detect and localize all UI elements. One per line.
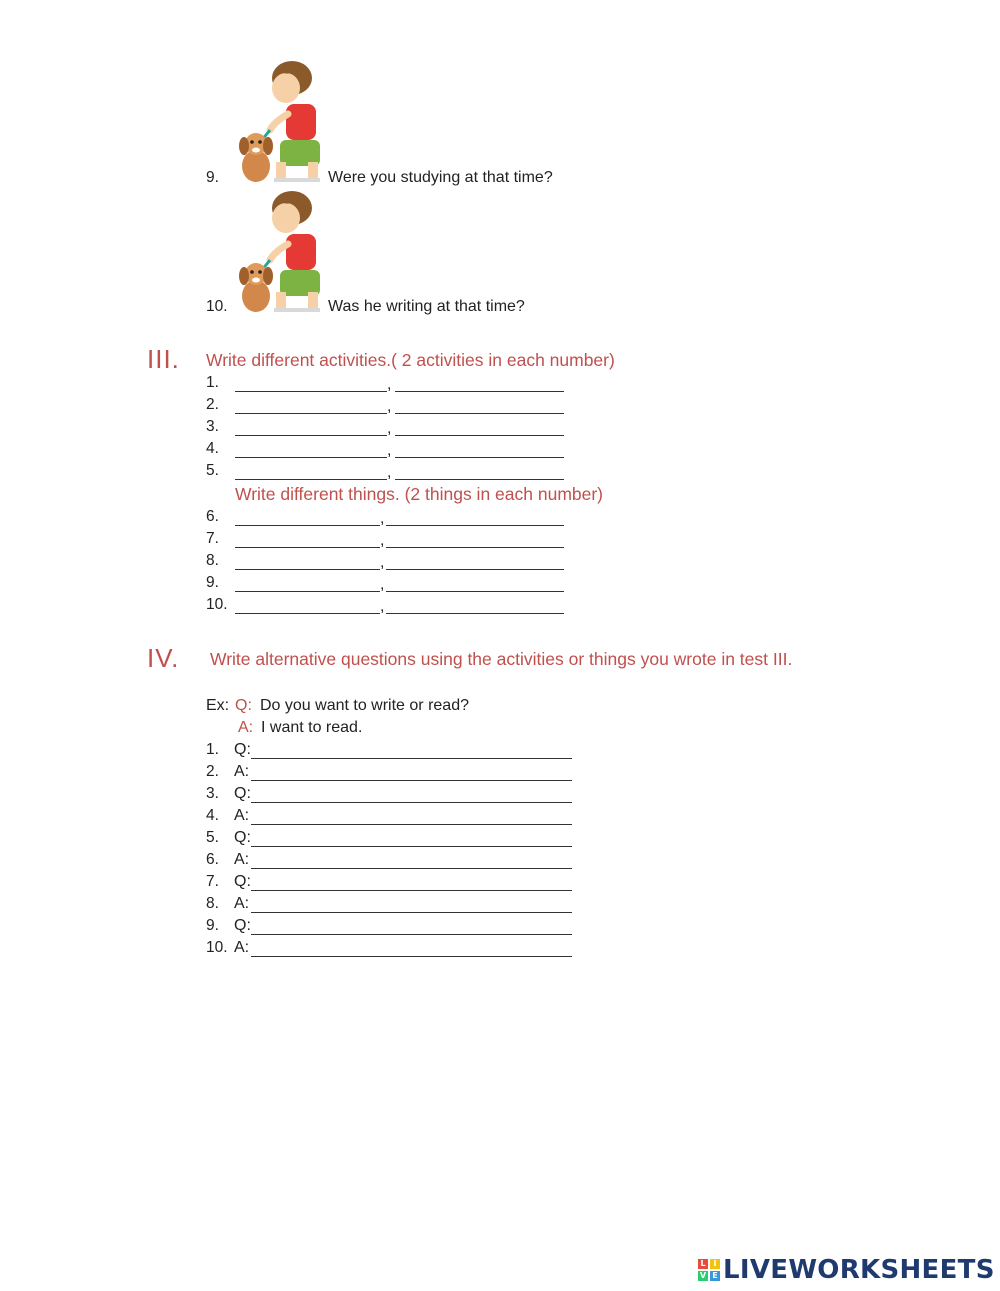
liveworksheets-logo bbox=[698, 1255, 995, 1285]
answer-blank-second[interactable] bbox=[395, 379, 564, 392]
comma-separator: , bbox=[380, 510, 385, 527]
example-question: Do you want to write or read? bbox=[260, 697, 469, 714]
answer-blank-second[interactable] bbox=[386, 557, 564, 570]
qa-line-label: Q: bbox=[234, 917, 251, 934]
qa-line-number: 1. bbox=[206, 741, 219, 758]
answer-blank-first[interactable] bbox=[235, 535, 380, 548]
answer-blank-first[interactable] bbox=[235, 467, 387, 480]
qa-answer-blank[interactable] bbox=[251, 834, 572, 847]
qa-answer-blank[interactable] bbox=[251, 922, 572, 935]
answer-number: 1. bbox=[206, 374, 219, 391]
qa-line-number: 9. bbox=[206, 917, 219, 934]
section-number-iii: III. bbox=[147, 344, 180, 374]
section-iv-title: Write alternative questions using the activities or things you wrote in test III. bbox=[210, 649, 793, 669]
answer-blank-second[interactable] bbox=[386, 535, 564, 548]
answer-number: 2. bbox=[206, 396, 219, 413]
answer-number: 5. bbox=[206, 462, 219, 479]
comma-separator: , bbox=[387, 376, 392, 393]
answer-number: 8. bbox=[206, 552, 219, 569]
picture-item-number: 9. bbox=[206, 169, 219, 186]
answer-number: 9. bbox=[206, 574, 219, 591]
logo-text: LIVEWORKSHEETS bbox=[723, 1255, 995, 1285]
answer-blank-second[interactable] bbox=[386, 579, 564, 592]
qa-line-label: A: bbox=[234, 807, 250, 824]
answer-blank-first[interactable] bbox=[235, 445, 387, 458]
answer-number: 3. bbox=[206, 418, 219, 435]
example-a-label: A: bbox=[238, 719, 254, 736]
qa-line-label: A: bbox=[234, 763, 250, 780]
comma-separator: , bbox=[387, 398, 392, 415]
qa-line-label: A: bbox=[234, 939, 250, 956]
answer-blank-first[interactable] bbox=[235, 379, 387, 392]
comma-separator: , bbox=[387, 420, 392, 437]
section-iii-subtitle: Write different things. (2 things in each number) bbox=[235, 484, 604, 504]
boy-dog-picture-10 bbox=[236, 186, 328, 316]
qa-line-label: Q: bbox=[234, 873, 251, 890]
answer-blank-first[interactable] bbox=[235, 601, 380, 614]
qa-answer-blank[interactable] bbox=[251, 944, 572, 957]
qa-answer-blank[interactable] bbox=[251, 768, 572, 781]
qa-line-label: Q: bbox=[234, 829, 251, 846]
answer-blank-second[interactable] bbox=[395, 445, 564, 458]
qa-answer-blank[interactable] bbox=[251, 878, 572, 891]
qa-line-label: A: bbox=[234, 851, 250, 868]
answer-blank-second[interactable] bbox=[395, 467, 564, 480]
picture-item-number: 10. bbox=[206, 298, 228, 315]
answer-number: 6. bbox=[206, 508, 219, 525]
section-number-iv: IV. bbox=[147, 643, 180, 673]
comma-separator: , bbox=[380, 598, 385, 615]
qa-line-label: Q: bbox=[234, 741, 251, 758]
example-q-label: Q: bbox=[235, 697, 252, 714]
qa-line-number: 10. bbox=[206, 939, 228, 956]
answer-blank-first[interactable] bbox=[235, 557, 380, 570]
qa-answer-blank[interactable] bbox=[251, 746, 572, 759]
qa-line-number: 3. bbox=[206, 785, 219, 802]
qa-line-number: 5. bbox=[206, 829, 219, 846]
answer-number: 10. bbox=[206, 596, 228, 613]
answer-blank-first[interactable] bbox=[235, 401, 387, 414]
example-answer: I want to read. bbox=[261, 719, 363, 736]
answer-number: 7. bbox=[206, 530, 219, 547]
qa-line-number: 8. bbox=[206, 895, 219, 912]
answer-blank-first[interactable] bbox=[235, 579, 380, 592]
answer-blank-first[interactable] bbox=[235, 423, 387, 436]
answer-blank-second[interactable] bbox=[395, 423, 564, 436]
answer-blank-first[interactable] bbox=[235, 513, 380, 526]
qa-line-label: A: bbox=[234, 895, 250, 912]
answer-blank-second[interactable] bbox=[386, 601, 564, 614]
comma-separator: , bbox=[387, 442, 392, 459]
answer-number: 4. bbox=[206, 440, 219, 457]
comma-separator: , bbox=[380, 576, 385, 593]
picture-question: Were you studying at that time? bbox=[328, 169, 553, 186]
qa-line-label: Q: bbox=[234, 785, 251, 802]
comma-separator: , bbox=[380, 554, 385, 571]
qa-line-number: 7. bbox=[206, 873, 219, 890]
picture-question: Was he writing at that time? bbox=[328, 298, 525, 315]
answer-blank-second[interactable] bbox=[386, 513, 564, 526]
qa-answer-blank[interactable] bbox=[251, 790, 572, 803]
comma-separator: , bbox=[387, 464, 392, 481]
example-label: Ex: bbox=[206, 697, 230, 714]
qa-line-number: 6. bbox=[206, 851, 219, 868]
boy-dog-picture-9 bbox=[236, 56, 328, 186]
qa-line-number: 2. bbox=[206, 763, 219, 780]
qa-answer-blank[interactable] bbox=[251, 856, 572, 869]
qa-line-number: 4. bbox=[206, 807, 219, 824]
logo-blocks-icon: L I V E bbox=[698, 1259, 720, 1281]
qa-answer-blank[interactable] bbox=[251, 812, 572, 825]
qa-answer-blank[interactable] bbox=[251, 900, 572, 913]
section-iii-title: Write different activities.( 2 activities in each number) bbox=[206, 350, 615, 370]
answer-blank-second[interactable] bbox=[395, 401, 564, 414]
comma-separator: , bbox=[380, 532, 385, 549]
